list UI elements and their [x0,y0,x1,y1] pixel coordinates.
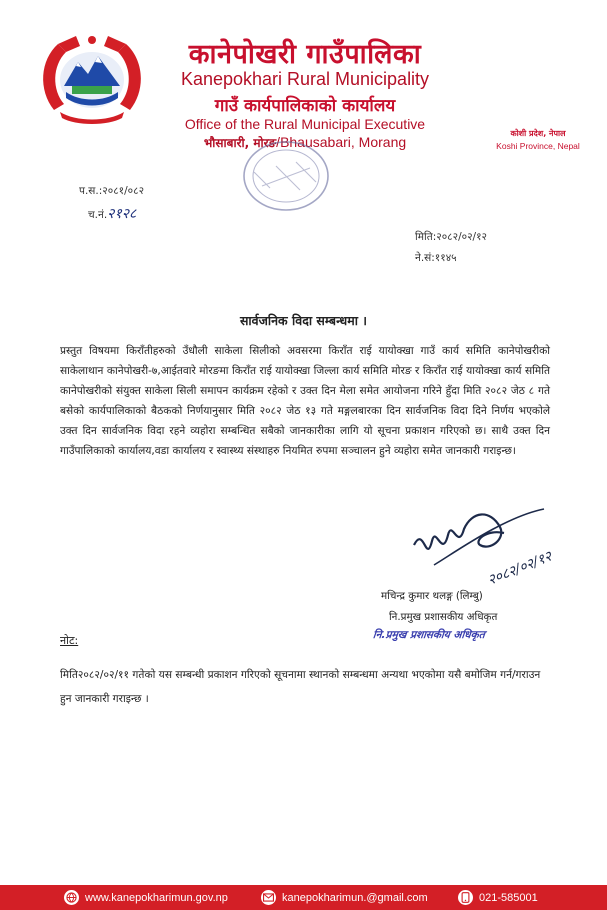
municipality-name-np: कानेपोखरी गाउँपालिका [188,39,422,70]
chalani-value: २१२८ [107,206,137,222]
designation-stamp: नि.प्रमुख प्रशासकीय अधिकृत [372,629,486,641]
phone-text: 021-585001 [479,891,538,904]
address-np: भौसाबारी, मोरङ [203,136,277,150]
note-label: नोट: [60,634,79,647]
signatory-title: नि.प्रमुख प्रशासकीय अधिकृत [389,611,498,623]
website-text: www.kanepokharimun.gov.np [85,891,228,904]
office-name-np: गाउँ कार्यपालिकाको कार्यालय [214,96,396,116]
footer-phone[interactable] [458,885,538,910]
address-en: Bhausabari, Morang [280,134,407,150]
globe-icon [64,890,79,905]
notice-subject: सार्वजनिक विदा सम्बन्धमा । [239,313,368,328]
footer-website[interactable] [64,885,228,910]
patra-sankhya: प.स.:२०८१/०८२ [79,185,145,197]
note-text: मिति२०८२/०२/११ गतेको यस सम्बन्धी प्रकाशन गरिएको सूचनामा स्थानको सम्बन्धमा अन्यथा भएकोमा यसै बमोजिम गर्न/गराउन हुन जानकारी गराइन्छ । [60,669,541,705]
chalani-label: च.नं. [88,209,108,221]
office-name-en: Office of the Rural Municipal Executive [184,116,426,132]
contact-footer [0,885,607,910]
municipality-name-en: Kanepokhari Rural Municipality [180,69,430,89]
email-text: kanepokharimun.@gmail.com [282,891,428,904]
mail-icon [261,890,276,905]
ne-sankhya: ने.सं:११४५ [415,252,457,264]
notice-body: प्रस्तुत विषयमा किराँतीहरुको उँधौली साकेला सिलीको अवसरमा किराँत राई यायोक्खा गाउँ कार्य समिति कानेपोखरीको साकेलाथान कानेपोखरी-७,आईतवारे मोरङमा किराँत राई यायोक्खा जिल्ला कार्य समिति मोरङ र किराँत राई यायोक्खा कार्य समिति कानेपोखरीको संयुक्त साकेला सिली समापन कार्यक्रम रहेको र उक्त दिन मेला समेत आयोजना गरिने हुँदा मिति २०८२ जेठ ८ गते बसेको कार्यपालिकाको बैठकको निर्णयानुसार मिति २०८२ जेठ १३ गते मङ्गलबारका दिन सार्वजनिक विदा दिने निर्णय भएकोले उक्त दिन सार्वजनिक विदा रहने व्यहोरा सम्बन्धित सबैको जानकारीका लागि यो सूचना प्रकाशन गरिएको छ। साथै उक्त दिन गाउँपालिकाको कार्यालय,वडा कार्यालय र स्वास्थ्य संस्थाहरु नियमित रुपमा सञ्चालन हुने व्यहोरा समेत जानकारी गराइन्छ। [60,345,550,458]
chalani-number [88,204,136,223]
signature-date: २०८२/०२/१२ [485,548,555,589]
office-stamp [240,138,332,214]
province-en: Koshi Province, Nepal [496,141,580,151]
address-separator: / [276,134,281,150]
municipality-emblem-icon [36,32,148,124]
handwritten-signature [394,505,579,595]
footer-email[interactable] [261,885,428,910]
document-date: मिति:२०८२/०२/१२ [415,231,487,243]
province-np: कोशी प्रदेश, नेपाल [510,129,566,138]
phone-icon [458,890,473,905]
signatory-name: मचिन्द्र कुमार थलङ्ग (लिम्बु) [381,590,483,602]
